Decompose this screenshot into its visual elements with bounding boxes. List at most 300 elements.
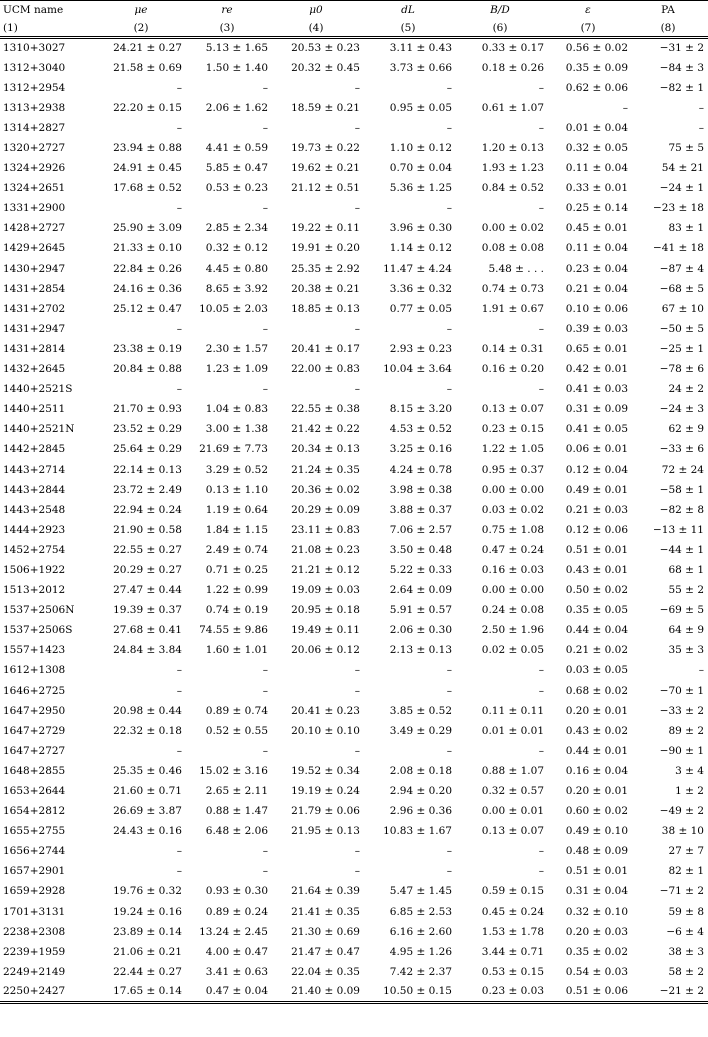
table-cell: 0.23 ± 0.15 [481,423,544,436]
table-row [0,259,708,279]
table-cell: 4.45 ± 0.80 [205,262,268,275]
table-cell: 0.71 ± 0.25 [205,563,268,576]
ucm-name-cell: 1324+2651 [3,182,66,195]
table-cell: 0.03 ± 0.05 [565,664,628,677]
table-row [0,138,708,158]
table-cell: 0.50 ± 0.02 [565,584,628,597]
table-cell: 19.62 ± 0.21 [291,162,360,175]
ucm-name-cell: 1443+2548 [3,503,66,516]
table-row [0,620,708,640]
ucm-name-cell: 1701+3131 [3,905,66,918]
table-cell: 7.42 ± 2.37 [389,965,452,978]
table-cell: 21.58 ± 0.69 [113,61,182,74]
table-cell: 0.32 ± 0.57 [481,785,544,798]
table-cell: 5.91 ± 0.57 [389,604,452,617]
table-cell: 4.53 ± 0.52 [389,423,452,436]
table-cell: – [176,845,182,858]
table-cell: 19.19 ± 0.24 [291,785,360,798]
table-cell: 17.68 ± 0.52 [113,182,182,195]
table-cell: 0.60 ± 0.02 [565,805,628,818]
table-cell: 0.01 ± 0.04 [565,121,628,134]
table-cell: 2.06 ± 0.30 [389,624,452,637]
table-cell: 0.51 ± 0.01 [565,865,628,878]
table-cell: 0.88 ± 1.07 [481,764,544,777]
table-row [0,38,708,58]
table-cell: 0.20 ± 0.01 [565,785,628,798]
table-cell: 0.18 ± 0.26 [481,61,544,74]
table-cell: −33 ± 2 [659,704,704,717]
table-cell: 27 ± 7 [668,845,704,858]
table-cell: 2.30 ± 1.57 [205,342,268,355]
ucm-name-cell: 1312+3040 [3,61,66,74]
table-row [0,982,708,1002]
table-cell: – [176,684,182,697]
column-header-2: μe [98,1,184,20]
table-header [0,1,708,38]
table-cell: – [354,845,360,858]
table-row [0,500,708,520]
column-header-1: UCM name [0,1,98,20]
table-cell: 0.49 ± 0.10 [565,825,628,838]
ucm-name-cell: 1557+1423 [3,644,66,657]
table-cell: – [354,865,360,878]
table-cell: – [446,744,452,757]
table-cell: 1.22 ± 0.99 [205,584,268,597]
table-cell: 0.39 ± 0.03 [565,322,628,335]
table-row [0,359,708,379]
column-number-6: (6) [454,19,546,38]
table-cell: 24.21 ± 0.27 [113,42,182,55]
table-cell: 0.43 ± 0.02 [565,724,628,737]
table-cell: 8.65 ± 3.92 [205,282,268,295]
table-cell: 5.48 ± . . . [488,262,544,275]
table-cell: −33 ± 6 [659,443,704,456]
table-cell: 15.02 ± 3.16 [199,764,268,777]
table-cell: 3.41 ± 0.63 [205,965,268,978]
table-cell: 0.41 ± 0.05 [565,423,628,436]
table-cell: 0.45 ± 0.24 [481,905,544,918]
table-cell: 10.05 ± 2.03 [199,302,268,315]
table-cell: 21.64 ± 0.39 [291,885,360,898]
table-cell: 11.47 ± 4.24 [383,262,452,275]
table-cell: −23 ± 18 [653,202,704,215]
table-row [0,299,708,319]
table-cell: – [538,865,544,878]
table-cell: 3.11 ± 0.43 [389,42,452,55]
table-cell: 0.31 ± 0.04 [565,885,628,898]
table-cell: −68 ± 5 [659,282,704,295]
table-cell: 0.35 ± 0.05 [565,604,628,617]
table-cell: 0.65 ± 0.01 [565,342,628,355]
table-cell: 24.43 ± 0.16 [113,825,182,838]
table-row [0,701,708,721]
table-cell: – [354,684,360,697]
table-cell: 1.10 ± 0.12 [389,142,452,155]
table-cell: – [622,101,628,114]
table-cell: 0.74 ± 0.19 [205,604,268,617]
table-cell: 0.20 ± 0.03 [565,925,628,938]
table-cell: 22.32 ± 0.18 [113,724,182,737]
ucm-name-cell: 1443+2714 [3,463,66,476]
table-row [0,319,708,339]
table-row [0,520,708,540]
table-cell: 0.53 ± 0.23 [205,182,268,195]
table-row [0,660,708,680]
table-cell: – [262,865,268,878]
table-cell: 0.01 ± 0.01 [481,724,544,737]
table-row [0,821,708,841]
ucm-name-cell: 2239+1959 [3,945,66,958]
table-cell: 8.15 ± 3.20 [389,403,452,416]
table-cell: – [354,383,360,396]
table-cell: −82 ± 8 [659,503,704,516]
table-cell: 3 ± 4 [675,764,704,777]
table-row [0,339,708,359]
table-cell: 0.02 ± 0.05 [481,644,544,657]
ucm-name-cell: 1440+2521S [3,383,73,396]
table-cell: – [262,383,268,396]
table-cell: – [262,845,268,858]
table-cell: – [176,744,182,757]
column-number-8: (8) [630,19,708,38]
table-cell: 20.98 ± 0.44 [113,704,182,717]
table-cell: – [262,322,268,335]
table-row [0,681,708,701]
table-cell: 22.04 ± 0.35 [291,965,360,978]
table-cell: – [176,121,182,134]
table-cell: – [538,81,544,94]
table-cell: 5.22 ± 0.33 [389,563,452,576]
table-cell: 1.14 ± 0.12 [389,242,452,255]
table-cell: – [446,121,452,134]
table-cell: – [446,202,452,215]
table-cell: 18.85 ± 0.13 [291,302,360,315]
table-cell: 1.19 ± 0.64 [205,503,268,516]
table-cell: 0.44 ± 0.04 [565,624,628,637]
table-cell: – [354,202,360,215]
header-numbers-row [0,19,708,38]
table-row [0,399,708,419]
table-cell: 3.96 ± 0.30 [389,222,452,235]
table-row [0,902,708,922]
table-cell: 0.32 ± 0.10 [565,905,628,918]
ucm-name-cell: 2250+2427 [0,982,98,1002]
table-cell: −78 ± 6 [659,363,704,376]
table-cell: 19.09 ± 0.03 [291,584,360,597]
table-cell: 19.49 ± 0.11 [291,624,360,637]
table-cell: 2.65 ± 2.11 [205,785,268,798]
table-cell: 21.21 ± 0.12 [291,563,360,576]
ucm-name-cell: 1654+2812 [3,805,66,818]
table-cell: 19.24 ± 0.16 [113,905,182,918]
table-row [0,841,708,861]
table-cell: 4.24 ± 0.78 [389,463,452,476]
table-cell: – [354,664,360,677]
table-cell: – [698,664,704,677]
column-number-5: (5) [362,19,454,38]
table-row [0,78,708,98]
table-cell: 0.41 ± 0.03 [565,383,628,396]
table-cell: 0.06 ± 0.01 [565,443,628,456]
table-row [0,861,708,881]
table-cell: 21.79 ± 0.06 [291,805,360,818]
table-cell: 23.52 ± 0.29 [113,423,182,436]
table-cell: – [262,81,268,94]
ucm-name-cell: 1443+2844 [3,483,66,496]
table-cell: 0.16 ± 0.03 [481,563,544,576]
table-cell: 20.34 ± 0.13 [291,443,360,456]
table-cell: 21.12 ± 0.51 [291,182,360,195]
table-cell: 5.13 ± 1.65 [205,42,268,55]
ucm-name-cell: 1442+2845 [3,443,66,456]
table-cell: −50 ± 5 [659,322,704,335]
table-cell: 25.90 ± 3.09 [113,222,182,235]
table-cell: 5.36 ± 1.25 [389,182,452,195]
table-cell: 17.65 ± 0.14 [98,982,184,1002]
table-cell: 55 ± 2 [668,584,704,597]
table-cell: 0.51 ± 0.01 [565,543,628,556]
table-cell: 0.25 ± 0.14 [565,202,628,215]
table-cell: 0.70 ± 0.04 [389,162,452,175]
ucm-name-cell: 1310+3027 [3,42,66,55]
table-cell: 0.95 ± 0.37 [481,463,544,476]
table-cell: −13 ± 11 [653,523,704,536]
table-cell: 1.91 ± 0.67 [481,302,544,315]
table-cell: 0.12 ± 0.04 [565,463,628,476]
table-cell: – [176,202,182,215]
table-cell: 0.16 ± 0.20 [481,363,544,376]
table-row [0,922,708,942]
table-cell: 18.59 ± 0.21 [291,101,360,114]
ucm-name-cell: 1431+2947 [3,322,66,335]
table-cell: 20.41 ± 0.17 [291,342,360,355]
ucm-name-cell: 1647+2729 [3,724,66,737]
table-cell: – [538,845,544,858]
table-row [0,560,708,580]
table-cell: 22.00 ± 0.83 [291,363,360,376]
table-cell: −82 ± 1 [659,81,704,94]
table-cell: 23.38 ± 0.19 [113,342,182,355]
ucm-name-cell: 1313+2938 [3,101,66,114]
table-cell: – [446,383,452,396]
table-cell: 5.47 ± 1.45 [389,885,452,898]
ucm-name-cell: 1432+2645 [3,363,66,376]
table-cell: 0.00 ± 0.01 [481,805,544,818]
table-cell: 1 ± 2 [675,785,704,798]
table-cell: 0.49 ± 0.01 [565,483,628,496]
table-cell: 0.00 ± 0.00 [481,483,544,496]
table-cell: 3.36 ± 0.32 [389,282,452,295]
table-cell: 2.94 ± 0.20 [389,785,452,798]
table-cell: 1.93 ± 1.23 [481,162,544,175]
table-cell: 35 ± 3 [668,644,704,657]
table-cell: 0.21 ± 0.02 [565,644,628,657]
table-cell: 59 ± 8 [668,905,704,918]
column-header-5: dL [362,1,454,20]
table-cell: 19.39 ± 0.37 [113,604,182,617]
ucm-name-cell: 1431+2814 [3,342,66,355]
ucm-name-cell: 1537+2506S [3,624,73,637]
column-number-2: (2) [98,19,184,38]
table-cell: 1.20 ± 0.13 [481,142,544,155]
table-cell: 0.20 ± 0.01 [565,704,628,717]
table-cell: 22.55 ± 0.27 [113,543,182,556]
table-cell: −21 ± 2 [630,982,708,1002]
table-cell: 3.73 ± 0.66 [389,61,452,74]
table-cell: 0.77 ± 0.05 [389,302,452,315]
table-cell: – [538,684,544,697]
column-header-3: re [184,1,270,20]
table-row [0,158,708,178]
table-cell: 13.24 ± 2.45 [199,925,268,938]
table-cell: 2.96 ± 0.36 [389,805,452,818]
table-cell: 1.23 ± 1.09 [205,363,268,376]
table-cell: 0.84 ± 0.52 [481,182,544,195]
ucm-name-cell: 1312+2954 [3,81,66,94]
table-cell: 0.35 ± 0.09 [565,61,628,74]
table-cell: 25.35 ± 2.92 [291,262,360,275]
table-cell: 19.91 ± 0.20 [291,242,360,255]
table-row [0,881,708,901]
table-cell: −44 ± 1 [659,543,704,556]
table-cell: 0.68 ± 0.02 [565,684,628,697]
table-cell: 20.32 ± 0.45 [291,61,360,74]
table-cell: 21.08 ± 0.23 [291,543,360,556]
table-cell: 3.50 ± 0.48 [389,543,452,556]
table-cell: 0.13 ± 1.10 [205,483,268,496]
table-cell: 20.06 ± 0.12 [291,644,360,657]
table-cell: 21.24 ± 0.35 [291,463,360,476]
table-row [0,419,708,439]
ucm-name-cell: 1646+2725 [3,684,66,697]
table-cell: 21.40 ± 0.09 [270,982,362,1002]
table-cell: 1.60 ± 1.01 [205,644,268,657]
table-cell: 26.69 ± 3.87 [113,805,182,818]
ucm-name-cell: 1431+2854 [3,282,66,295]
table-cell: 27.47 ± 0.44 [113,584,182,597]
table-cell: 21.90 ± 0.58 [113,523,182,536]
ucm-name-cell: 1653+2644 [3,785,66,798]
table-cell: 24 ± 2 [668,383,704,396]
table-cell: – [446,81,452,94]
table-cell: 0.21 ± 0.03 [565,503,628,516]
table-cell: – [446,845,452,858]
table-cell: 0.53 ± 0.15 [481,965,544,978]
table-cell: 3.25 ± 0.16 [389,443,452,456]
table-cell: – [176,664,182,677]
table-cell: 0.89 ± 0.24 [205,905,268,918]
ucm-name-cell: 1655+2755 [3,825,66,838]
table-cell: – [262,744,268,757]
table-cell: 0.12 ± 0.06 [565,523,628,536]
table-cell: – [698,101,704,114]
table-cell: 0.13 ± 0.07 [481,403,544,416]
table-cell: – [176,865,182,878]
table-cell: −24 ± 3 [659,403,704,416]
table-cell: – [446,684,452,697]
table-row [0,801,708,821]
table-cell: 0.52 ± 0.55 [205,724,268,737]
table-cell: 0.16 ± 0.04 [565,764,628,777]
table-cell: 0.51 ± 0.06 [546,982,630,1002]
table-cell: 3.98 ± 0.38 [389,483,452,496]
table-cell: 24.91 ± 0.45 [113,162,182,175]
table-body [0,38,708,1003]
table-cell: 25.35 ± 0.46 [113,764,182,777]
table-cell: 0.89 ± 0.74 [205,704,268,717]
header-names-row [0,1,708,20]
table-cell: −90 ± 1 [659,744,704,757]
table-cell: – [354,744,360,757]
table-row [0,459,708,479]
table-cell: 75 ± 5 [668,142,704,155]
table-cell: 0.43 ± 0.01 [565,563,628,576]
table-row [0,178,708,198]
column-header-7: ε [546,1,630,20]
table-cell: 25.64 ± 0.29 [113,443,182,456]
ucm-name-cell: 1648+2855 [3,764,66,777]
table-row [0,942,708,962]
table-cell: 22.44 ± 0.27 [113,965,182,978]
table-cell: 3.29 ± 0.52 [205,463,268,476]
ucm-name-cell: 2249+2149 [3,965,66,978]
column-header-8: PA [630,1,708,20]
ucm-name-cell: 1647+2950 [3,704,66,717]
ucm-name-cell: 1513+2012 [3,584,66,597]
table-cell: 2.93 ± 0.23 [389,342,452,355]
ucm-name-cell: 1506+1922 [3,563,66,576]
table-cell: 3.00 ± 1.38 [205,423,268,436]
table-cell: – [538,202,544,215]
column-number-1: (1) [0,19,98,38]
table-cell: 2.13 ± 0.13 [389,644,452,657]
table-cell: −84 ± 3 [659,61,704,74]
table-cell: – [176,383,182,396]
table-cell: 4.95 ± 1.26 [389,945,452,958]
table-cell: 0.32 ± 0.05 [565,142,628,155]
table-cell: 82 ± 1 [668,865,704,878]
table-cell: 10.04 ± 3.64 [383,363,452,376]
table-cell: 21.47 ± 0.47 [291,945,360,958]
table-row [0,962,708,982]
table-cell: 0.74 ± 0.73 [481,282,544,295]
table-cell: 20.41 ± 0.23 [291,704,360,717]
table-cell: 2.64 ± 0.09 [389,584,452,597]
ucm-name-cell: 1444+2923 [3,523,66,536]
ucm-name-cell: 1537+2506N [3,604,75,617]
table-cell: 1.04 ± 0.83 [205,403,268,416]
table-cell: 20.36 ± 0.02 [291,483,360,496]
table-cell: 6.85 ± 2.53 [389,905,452,918]
table-cell: – [538,121,544,134]
table-row [0,580,708,600]
table-cell: −49 ± 2 [659,805,704,818]
column-number-3: (3) [184,19,270,38]
table-cell: 0.95 ± 0.05 [389,101,452,114]
ucm-name-cell: 1656+2744 [3,845,66,858]
table-cell: 0.03 ± 0.02 [481,503,544,516]
table-row [0,279,708,299]
ucm-name-cell: 1440+2511 [3,403,66,416]
table-cell: 0.10 ± 0.06 [565,302,628,315]
table-cell: 68 ± 1 [668,563,704,576]
table-cell: −24 ± 1 [659,182,704,195]
table-cell: 64 ± 9 [668,624,704,637]
table-row [0,118,708,138]
table-cell: 0.54 ± 0.03 [565,965,628,978]
table-cell: 0.23 ± 0.03 [454,982,546,1002]
table-cell: 24.16 ± 0.36 [113,282,182,295]
